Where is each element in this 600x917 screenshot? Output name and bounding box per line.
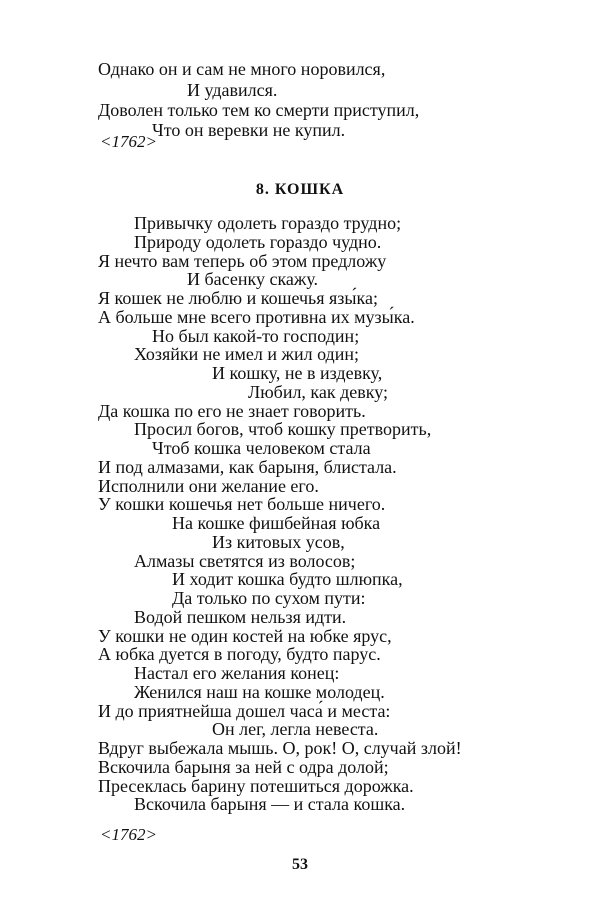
verse-line: Однако он и сам не много норовился, (98, 59, 386, 79)
verse-line: Алмазы светятся из волосов; (134, 550, 356, 571)
verse-line: Из китовых усов, (212, 531, 345, 552)
verse-line: Да только по сухом пути: (172, 588, 366, 608)
poem-title: 8. КОШКА (255, 181, 345, 198)
page-number: 53 (292, 856, 308, 873)
verse-line: И под алмазами, как барыня, блистала. (98, 456, 397, 477)
verse-line: Пресеклась барину потешиться дорожка. (98, 775, 414, 796)
verse-line: А юбка дуется в погоду, будто парус. (98, 644, 381, 665)
verse-line: И до приятнейша дошел часа́ и места: (98, 700, 391, 721)
verse-line: И басенку скажу. (187, 269, 319, 290)
verse-line: Да кошка по его не знает говорить. (98, 400, 366, 421)
verse-line: А больше мне всего противна их музы́ка. (98, 306, 415, 327)
verse-line: Доволен только тем ко смерти приступил, (98, 100, 420, 120)
verse-line: Хозяйки не имел и жил один; (134, 344, 359, 365)
verse-line: Но был какой-то господин; (152, 325, 360, 346)
verse-line: На кошке фишбейная юбка (172, 513, 381, 533)
verse-line: Настал его желания конец: (134, 663, 340, 683)
verse-line: И ходит кошка будто шлюпка, (172, 569, 403, 590)
verse-line: Что он веревки не купил. (152, 120, 346, 140)
verse-line: У кошки не один костей на юбке ярус, (98, 625, 392, 646)
verse-line: Вдруг выбежала мышь. О, рок! О, случай злой! (98, 738, 462, 758)
date-label: <1762> (100, 825, 157, 844)
verse-line: Водой пешком нельзя идти. (134, 606, 347, 627)
date-label: <1762> (100, 132, 157, 151)
verse-line: Исполнили они желание его. (98, 475, 319, 496)
verse-line: Вскочила барыня за ней с одра долой; (98, 756, 389, 777)
verse-line: И удавился. (187, 80, 278, 100)
verse-line: Он лег, легла невеста. (212, 719, 379, 740)
verse-line: Любил, как девку; (248, 381, 389, 402)
verse-line: Я кошек не люблю и кошечья язы́ка; (98, 288, 378, 308)
verse-line: И кошку, не в издевку, (212, 363, 383, 383)
verse-line: Женился наш на кошке молодец. (134, 681, 385, 702)
verse-line: Я нечто вам теперь об этом предложу (98, 250, 387, 271)
verse-line: Природу одолеть гораздо чудно. (134, 231, 382, 252)
verse-line: Привычку одолеть гораздо трудно; (134, 213, 402, 233)
verse-line: Вскочила барыня — и стала кошка. (134, 794, 406, 815)
verse-line: Просил богов, чтоб кошку претворить, (134, 419, 432, 440)
verse-line: Чтоб кошка человеком стала (152, 438, 371, 458)
verse-line: У кошки кошечья нет больше ничего. (98, 494, 386, 515)
